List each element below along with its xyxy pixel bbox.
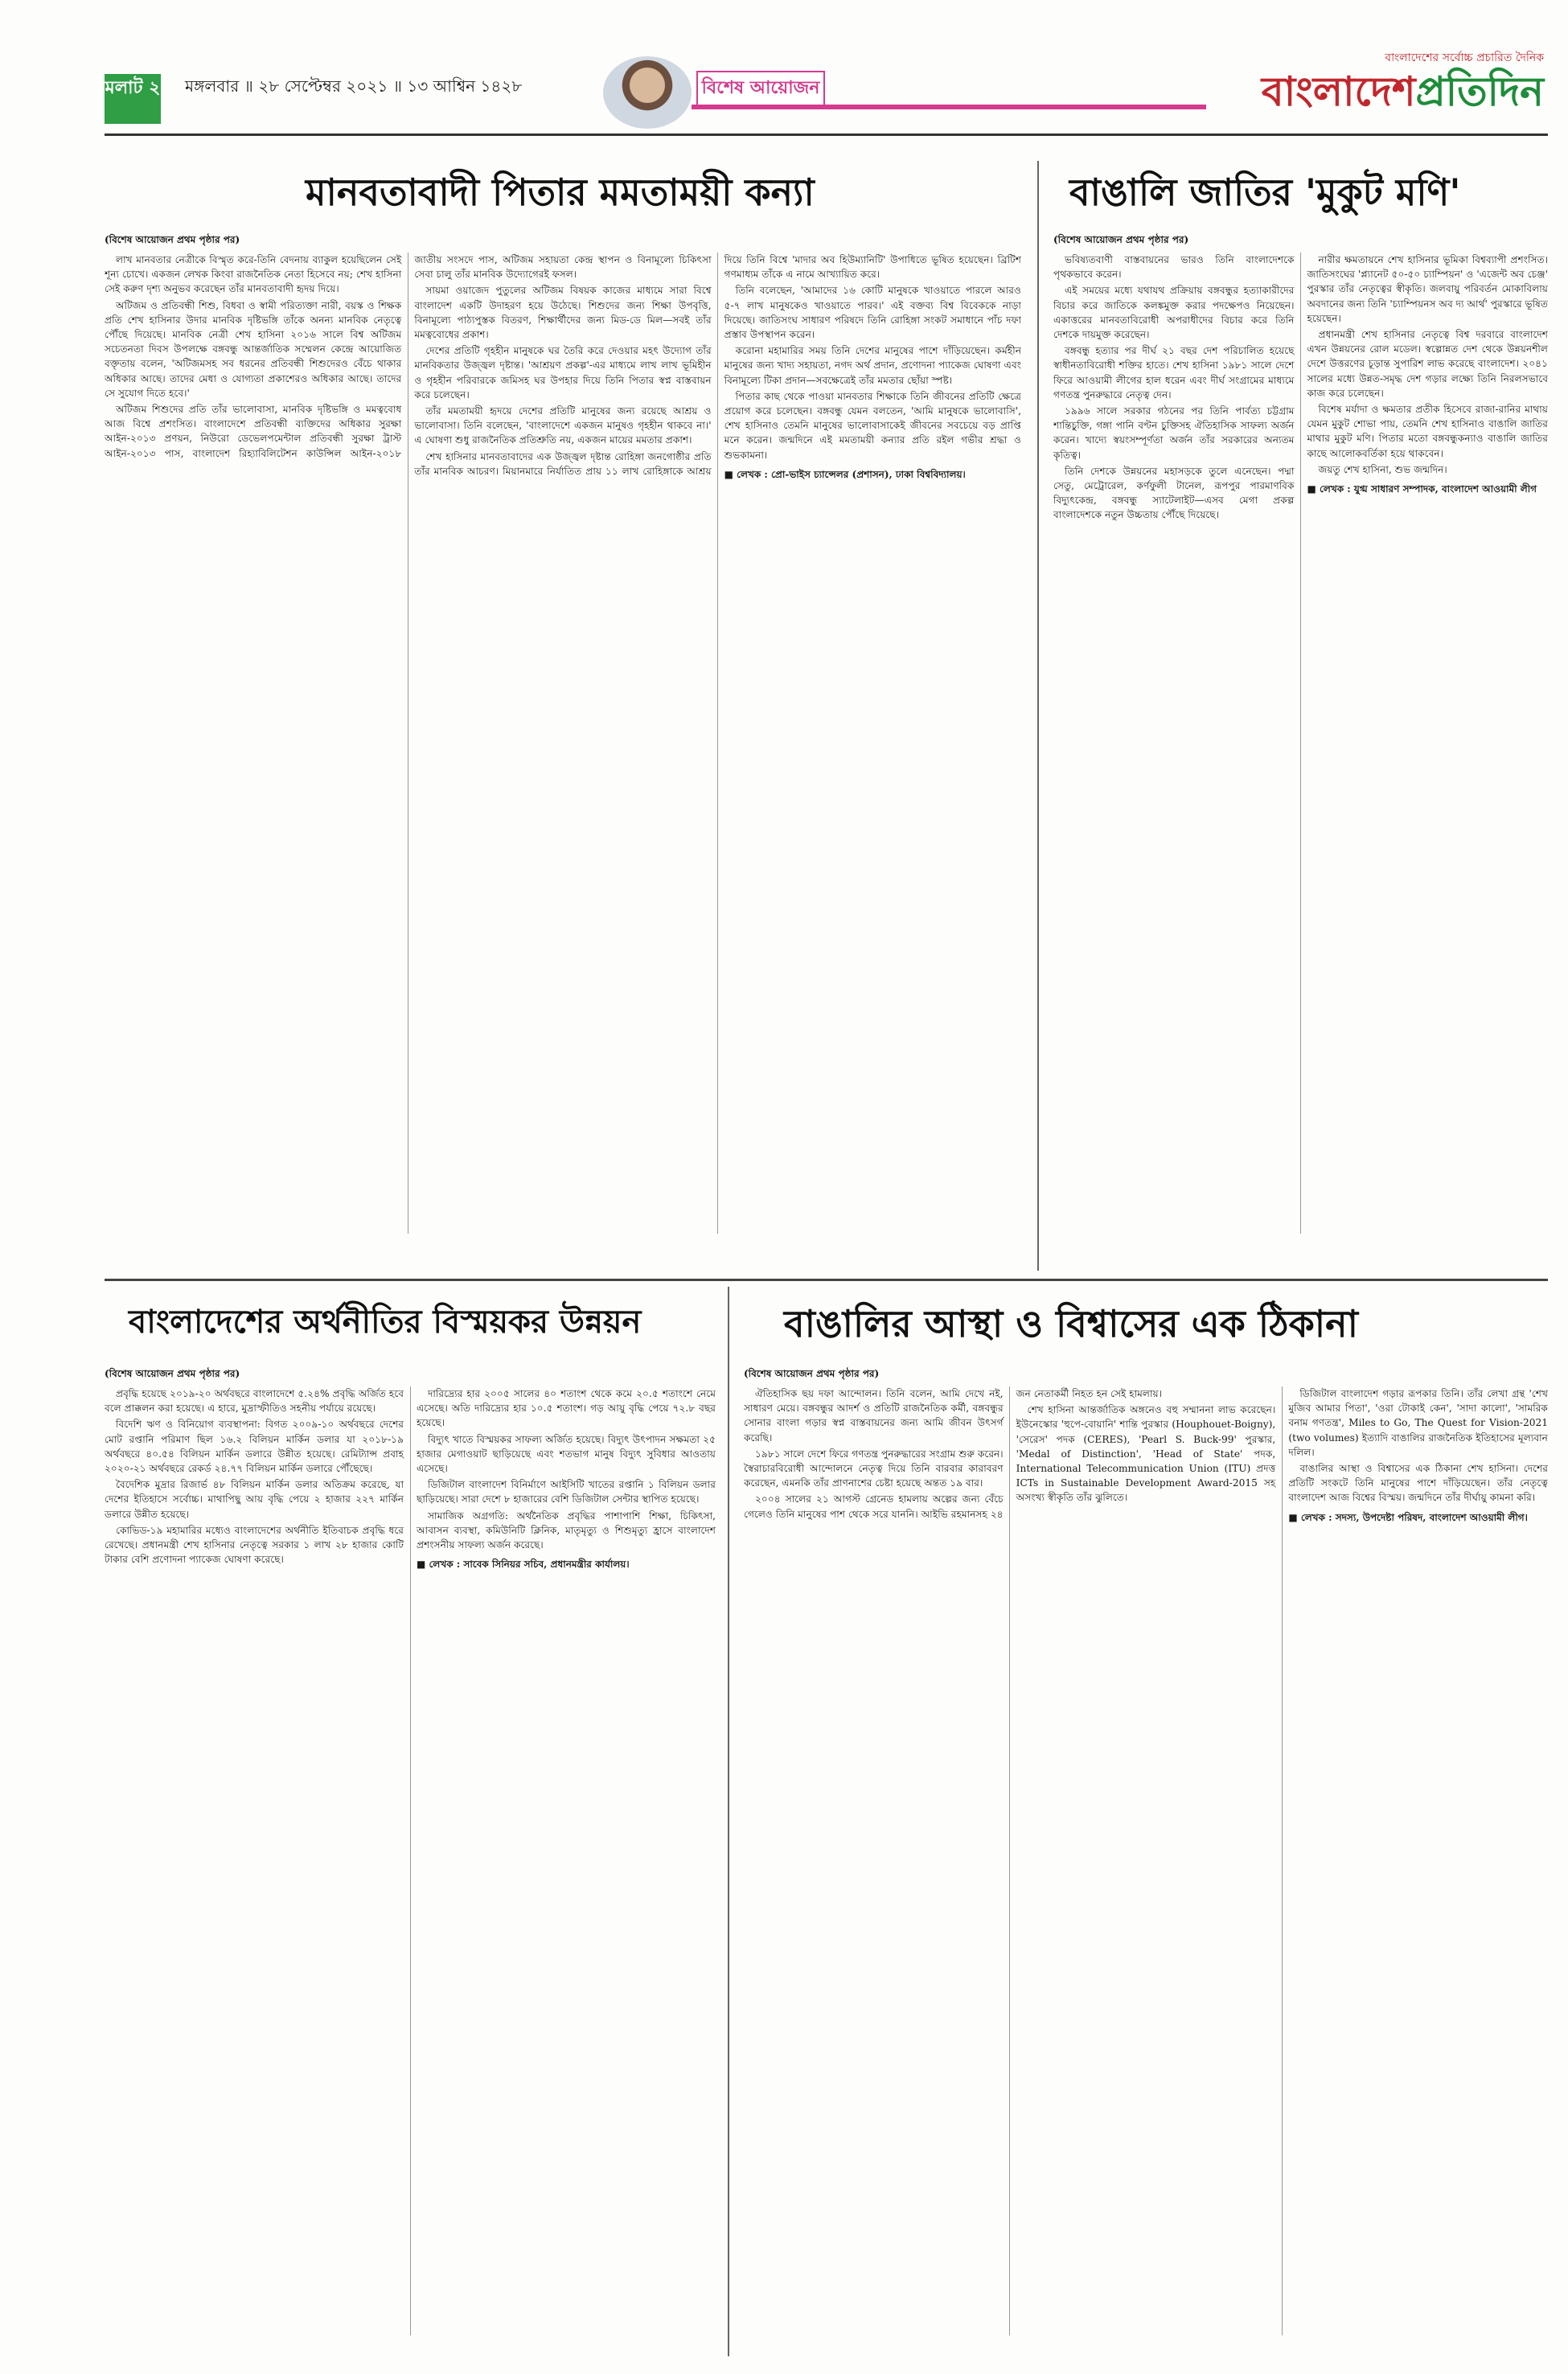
article-body xyxy=(105,233,1021,1255)
section-divider xyxy=(105,1279,1548,1281)
dateline: মঙ্গলবার ॥ ২৮ সেপ্টেম্বর ২০২১ ॥ ১৩ আশ্বিন ১৪২৮ xyxy=(185,76,523,96)
special-section-bar xyxy=(692,105,1206,109)
paragraph: ডিজিটাল বাংলাদেশ বিনির্মাণে আইসিটি খাতের রপ্তানি ১ বিলিয়ন ডলার ছাড়িয়েছে। সারা দেশে ৮ হাজারের বেশি ডিজিটাল সেন্টার স্থাপিত হয়েছে। xyxy=(417,1479,716,1505)
paragraph: করোনা মহামারির সময় তিনি দেশের মানুষের পাশে দাঁড়িয়েছেন। কর্মহীন মানুষের জন্য খাদ্য সহায়তা, নগদ অর্থ প্রদান, প্রণোদনা প্যাকেজ ঘোষণা এবং বিনামূল্যে টিকা প্রদান—সবক্ষেত্রেই তাঁর মমতার ছোঁয়া স্পষ্ট। xyxy=(724,345,1021,386)
paragraph: শেখ হাসিনা আন্তর্জাতিক অঙ্গনেও বহু সম্মাননা লাভ করেছেন। ইউনেস্কোর 'হুপে-বোয়ানি' শান্তি পুরস্কার (Houphouet-Boigny), 'সেরেস' পদক (CERES), 'Pearl S. Buck-99' পুরস্কার, 'Medal of Distinction', 'Head of State' পদক, International Telecommunication Union (ITU) প্রদত্ত ICTs in Sustainable Development Award-2015 সহ অসংখ্য স্বীকৃতি তাঁর ঝুলিতে। xyxy=(1016,1404,1276,1504)
paragraph: বঙ্গবন্ধু হত্যার পর দীর্ঘ ২১ বছর দেশ পরিচালিত হয়েছে স্বাধীনতাবিরোধী শক্তির হাতে। শেখ হাসিনা ১৯৮১ সালে দেশে ফিরে আওয়ামী লীগের হাল ধরেন এবং দীর্ঘ সংগ্রামের মাধ্যমে গণতন্ত্র পুনরুদ্ধারে নেতৃত্ব দেন। xyxy=(1053,345,1295,400)
article-byline: ■ লেখক : সদস্য, উপদেষ্টা পরিষদ, বাংলাদেশ আওয়ামী লীগ। xyxy=(1288,1511,1528,1523)
article-text xyxy=(744,1386,1548,2335)
column-divider xyxy=(1037,161,1039,1271)
paragraph: প্রবৃদ্ধি হয়েছে ২০১৯-২০ অর্থবছরে বাংলাদেশে ৫.২৪% প্রবৃদ্ধি অর্জিত হবে বলে প্রাক্কলন করা হয়েছে। এ হারে, মুদ্রাস্ফীতিও সহনীয় পর্যায়ে রয়েছে। xyxy=(105,1388,404,1415)
article-title: বাঙালি জাতির 'মুকুট মণি' xyxy=(1069,170,1461,214)
paragraph: সামাজিক অগ্রগতি: অর্থনৈতিক প্রবৃদ্ধির পাশাপাশি শিক্ষা, চিকিৎসা, আবাসন ব্যবস্থা, কমিউনিটি ক্লিনিক, মাতৃমৃত্যু ও শিশুমৃত্যু হ্রাসে বাংলাদেশ প্রশংসনীয় সাফল্য অর্জন করেছে। xyxy=(417,1509,716,1551)
paragraph: এই সময়ের মধ্যে যথাযথ প্রক্রিয়ায় বঙ্গবন্ধুর হত্যাকারীদের বিচার করে জাতিকে কলঙ্কমুক্ত করার পদক্ষেপও নিয়েছেন। একাত্তরের মানবতাবিরোধী অপরাধীদের বিচার করে তিনি দেশকে দায়মুক্ত করেছেন। xyxy=(1053,285,1295,341)
paragraph: অটিজম শিশুদের প্রতি তাঁর ভালোবাসা, মানবিক দৃষ্টিভঙ্গি ও মমত্ববোধ আজ বিশ্বে প্রশংসিত। বাংলাদেশে প্রতিবন্ধী ব্যক্তিদের অধিকার সুরক্ষা আইন-২০১৩ প্রণয়ন, নিউরো ডেভেলপমেন্টাল প্রতিবন্ধী সুরক্ষা ট্রাস্ট আইন-২০১৩ পাস, বাংলাদেশ রিহ্যাবিলিটেশন কাউন্সিল আইন-২০১৮ জাতীয় সংসদে পাস, অটিজম সহায়তা কেন্দ্র স্থাপন ও বিনামূল্যে চিকিৎসা সেবা চালু তাঁর মানবিক উদ্যোগেরই ফসল। xyxy=(105,254,712,459)
paragraph: ১৯৮১ সালে দেশে ফিরে গণতন্ত্র পুনরুদ্ধারের সংগ্রাম শুরু করেন। স্বৈরাচারবিরোধী আন্দোলনে নেতৃত্ব দিয়ে তিনি বারবার কারাবরণ করেছেন, এমনকি তাঁর প্রাণনাশের চেষ্টা হয়েছে অন্তত ১৯ বার। xyxy=(744,1448,1004,1489)
page-tag: মলাট ২ xyxy=(105,74,161,124)
header-rule xyxy=(105,133,1548,136)
paragraph: তিনি দেশকে উন্নয়নের মহাসড়কে তুলে এনেছেন। পদ্মা সেতু, মেট্রোরেল, কর্ণফুলী টানেল, রূপপুর পারমাণবিক বিদ্যুৎকেন্দ্র, বঙ্গবন্ধু স্যাটেলাইট—এসব মেগা প্রকল্প বাংলাদেশকে নতুন উচ্চতায় পৌঁছে দিয়েছে। xyxy=(1053,465,1295,521)
brand-tagline: বাংলাদেশের সর্বোচ্চ প্রচারিত দৈনিক xyxy=(1385,51,1544,64)
paragraph: শেখ হাসিনার মানবতাবাদের এক উজ্জ্বল দৃষ্টান্ত রোহিঙ্গা জনগোষ্ঠীর প্রতি তাঁর মানবিক আচরণ। মিয়ানমারে নির্যাতিত প্রায় ১১ লাখ রোহিঙ্গাকে আশ্রয় দিয়ে তিনি বিশ্বে 'মাদার অব হিউম্যানিটি' উপাধিতে ভূষিত হয়েছেন। ব্রিটিশ গণমাধ্যম তাঁকে এ নামে আখ্যায়িত করে। xyxy=(414,254,1021,477)
article-body xyxy=(105,1367,716,2348)
paragraph: ২০০৪ সালের ২১ আগস্ট গ্রেনেড হামলায় অল্পের জন্য বেঁচে গেলেও তিনি মানুষের পাশ থেকে সরে যাননি। আইভি রহমানসহ ২৪ জন নেতাকর্মী নিহত হন সেই হামলায়। xyxy=(744,1388,1163,1520)
paragraph: পিতার কাছ থেকে পাওয়া মানবতার শিক্ষাকে তিনি জীবনের প্রতিটি ক্ষেত্রে প্রয়োগ করে চলেছেন। বঙ্গবন্ধু যেমন বলতেন, 'আমি মানুষকে ভালোবাসি', শেখ হাসিনাও তেমনি মানুষের ভালোবাসাকেই জীবনের সবচেয়ে বড় প্রাপ্তি মনে করেন। জন্মদিনে এই মমতাময়ী কন্যার প্রতি রইল গভীর শ্রদ্ধা ও শুভকামনা। xyxy=(724,390,1021,461)
article-body xyxy=(1053,233,1548,1255)
paragraph: অটিজম ও প্রতিবন্ধী শিশু, বিধবা ও স্বামী পরিত্যক্তা নারী, বয়স্ক ও শিক্ষক প্রতি শেখ হাসিনার উদার মানবিক দৃষ্টিভঙ্গি তাঁকে অনন্য মানবিক নেতৃত্বে পৌঁছে দিয়েছে। মানবিক নেত্রী শেখ হাসিনা ২০১৬ সালে বিশ্ব অটিজম সচেতনতা দিবস উপলক্ষে বঙ্গবন্ধু আন্তর্জাতিক সম্মেলন কেন্দ্রে আয়োজিত বক্তৃতায় বলেন, 'অটিজমসহ সব ধরনের প্রতিবন্ধী শিশুদেরও বেঁচে থাকার অধিকার আছে। তাদের মেধা ও যোগ্যতা প্রকাশেরও অধিকার আছে। তাদের সে সুযোগ দিতে হবে।' xyxy=(105,299,402,399)
article-text xyxy=(1053,253,1548,1234)
article-text xyxy=(105,253,1021,1234)
paragraph: ডিজিটাল বাংলাদেশ গড়ার রূপকার তিনি। তাঁর লেখা গ্রন্থ 'শেখ মুজিব আমার পিতা', 'ওরা টোকাই কেন', 'সাদা কালো', 'সামরিক বনাম গণতন্ত্র', Miles to Go, The Quest for Vision-2021 (two volumes) ইত্যাদি বাঙালির রাজনৈতিক ইতিহাসের মূল্যবান দলিল। xyxy=(1288,1388,1548,1458)
paragraph: তিনি বলেছেন, 'আমাদের ১৬ কোটি মানুষকে খাওয়াতে পারলে আরও ৫-৭ লাখ মানুষকেও খাওয়াতে পারব।' এই বক্তব্য বিশ্ব বিবেককে নাড়া দিয়েছে। জাতিসংঘ সাধারণ পরিষদে তিনি রোহিঙ্গা সংকট সমাধানে পাঁচ দফা প্রস্তাব উপস্থাপন করেন। xyxy=(724,285,1021,341)
article-title: বাঙালির আস্থা ও বিশ্বাসের এক ঠিকানা xyxy=(784,1302,1358,1345)
article-body xyxy=(744,1367,1548,2348)
article-text xyxy=(105,1386,716,2335)
paragraph: বাঙালির আস্থা ও বিশ্বাসের এক ঠিকানা শেখ হাসিনা। দেশের প্রতিটি সংকটে তিনি মানুষের পাশে দাঁড়িয়েছেন। তাঁর নেতৃত্বে বাংলাদেশ আজ বিশ্বের বিস্ময়। জন্মদিনে তাঁর দীর্ঘায়ু কামনা করি। xyxy=(1288,1463,1548,1504)
paragraph: কোভিড-১৯ মহামারির মধ্যেও বাংলাদেশের অর্থনীতি ইতিবাচক প্রবৃদ্ধি ধরে রেখেছে। প্রধানমন্ত্রী শেখ হাসিনার নেতৃত্বে সরকার ১ লাখ ২৮ হাজার কোটি টাকার বেশি প্রণোদনা প্যাকেজ ঘোষণা করেছে। xyxy=(105,1524,404,1566)
brand-name-part2: প্রতিদিন xyxy=(1415,68,1544,115)
article-lead: (বিশেষ আয়োজন প্রথম পৃষ্ঠার পর) xyxy=(744,1368,880,1379)
paragraph: দেশের প্রতিটি গৃহহীন মানুষকে ঘর তৈরি করে দেওয়ার মহৎ উদ্যোগ তাঁর মানবিকতার উজ্জ্বল দৃষ্টান্ত। 'আশ্রয়ণ প্রকল্প'-এর মাধ্যমে লাখ লাখ ভূমিহীন ও গৃহহীন পরিবারকে জমিসহ ঘর উপহার দিয়ে তিনি পিতার স্বপ্ন বাস্তবায়ন করে চলেছেন। xyxy=(414,345,712,400)
paragraph: দারিদ্র্যের হার ২০০৫ সালের ৪০ শতাংশ থেকে কমে ২০.৫ শতাংশে নেমে এসেছে। অতি দারিদ্র্যের হার ১০.৫ শতাংশ। গড় আয়ু বৃদ্ধি পেয়ে ৭২.৮ বছর হয়েছে। xyxy=(417,1388,716,1429)
paragraph: তাঁর মমতাময়ী হৃদয়ে দেশের প্রতিটি মানুষের জন্য রয়েছে আশ্রয় ও ভালোবাসা। তিনি বলেছেন, 'বাংলাদেশে একজন মানুষও গৃহহীন থাকবে না।' এ ঘোষণা শুধু রাজনৈতিক প্রতিশ্রুতি নয়, একজন মায়ের মমতার প্রকাশ। xyxy=(414,405,712,446)
article-byline: ■ লেখক : সাবেক সিনিয়র সচিব, প্রধানমন্ত্রীর কার্যালয়। xyxy=(417,1559,630,1571)
article-lead: (বিশেষ আয়োজন প্রথম পৃষ্ঠার পর) xyxy=(105,1368,240,1379)
paragraph: সায়মা ওয়াজেদ পুতুলের অটিজম বিষয়ক কাজের মাধ্যমে সারা বিশ্বে বাংলাদেশ একটি উদাহরণ হয়ে উঠেছে। শিশুদের জন্য শিক্ষা উপবৃত্তি, বিনামূল্যে পাঠ্যপুস্তক বিতরণ, শিক্ষার্থীদের জন্য মিড-ডে মিল—সবই তাঁর মমত্ববোধের প্রকাশ। xyxy=(414,285,712,341)
article-byline: ■ লেখক : প্রো-ভাইস চ্যান্সেলর (প্রশাসন), ঢাকা বিশ্ববিদ্যালয়। xyxy=(724,468,966,480)
paragraph: প্রধানমন্ত্রী শেখ হাসিনার নেতৃত্বে বিশ্ব দরবারে বাংলাদেশ এখন উন্নয়নের রোল মডেল। স্বল্পোন্নত দেশ থেকে উন্নয়নশীল দেশে উত্তরণের চূড়ান্ত সুপারিশ লাভ করেছে বাংলাদেশ। ২০৪১ সালের মধ্যে উন্নত-সমৃদ্ধ দেশ গড়ার লক্ষ্যে তিনি নিরলসভাবে কাজ করে চলেছেন। xyxy=(1307,329,1548,399)
paragraph: ভবিষ্যতবাণী বাস্তবায়নের ভারও তিনি বাংলাদেশকে পৃথকভাবে করেন। xyxy=(1053,254,1295,281)
paragraph: লাখ মানবতার নেত্রীকে বিস্মৃত করে-তিনি বেদনায় ব্যাকুল হয়েছিলেন সেই শূন্য চোখে। একজন লেখক কিংবা রাজনৈতিক নেতা হিসেবে নয়; শেখ হাসিনা সেই করুণ দৃশ্য অনুভব করেছেন তাঁর মানবতাবাদী হৃদয় দিয়ে। xyxy=(105,254,402,295)
brand-name-part1: বাংলাদেশ xyxy=(1261,68,1416,115)
article-lead: (বিশেষ আয়োজন প্রথম পৃষ্ঠার পর) xyxy=(1053,234,1189,245)
article-title: মানবতাবাদী পিতার মমতাময়ী কন্যা xyxy=(306,170,815,214)
paragraph: বৈদেশিক মুদ্রার রিজার্ভ ৪৮ বিলিয়ন মার্কিন ডলার অতিক্রম করেছে, যা দেশের ইতিহাসে সর্বোচ্চ। মাথাপিছু আয় বৃদ্ধি পেয়ে ২ হাজার ২২৭ মার্কিন ডলারে উন্নীত হয়েছে। xyxy=(105,1479,404,1520)
article-title: বাংলাদেশের অর্থনীতির বিস্ময়কর উন্নয়ন xyxy=(129,1303,642,1341)
special-section-label: বিশেষ আয়োজন xyxy=(696,71,825,106)
paragraph: বিদ্যুৎ খাতে বিস্ময়কর সাফল্য অর্জিত হয়েছে। বিদ্যুৎ উৎপাদন সক্ষমতা ২৫ হাজার মেগাওয়াট ছাড়িয়েছে এবং শতভাগ মানুষ বিদ্যুৎ সুবিধার আওতায় এসেছে। xyxy=(417,1433,716,1475)
paragraph: বিদেশি ঋণ ও বিনিয়োগ ব্যবস্থাপনা: বিগত ২০০৯-১০ অর্থবছরে দেশের মোট রপ্তানি পরিমাণ ছিল ১৬.২ বিলিয়ন মার্কিন ডলার যা ২০১৮-১৯ অর্থবছরে ৪০.৫৪ বিলিয়ন মার্কিন ডলারে উন্নীত হয়েছে। রেমিট্যান্স প্রবাহ ২০২০-২১ অর্থবছরে রেকর্ড ২৪.৭৭ বিলিয়ন মার্কিন ডলারে পৌঁছেছে। xyxy=(105,1419,404,1475)
paragraph: ১৯৯৬ সালে সরকার গঠনের পর তিনি পার্বত্য চট্টগ্রাম শান্তিচুক্তি, গঙ্গা পানি বণ্টন চুক্তিসহ ঐতিহাসিক সাফল্য অর্জন করেন। খাদ্যে স্বয়ংসম্পূর্ণতা অর্জন তাঁর সরকারের অন্যতম কৃতিত্ব। xyxy=(1053,405,1295,461)
paragraph: বিশেষ মর্যাদা ও ক্ষমতার প্রতীক হিসেবে রাজা-রানির মাথায় যেমন মুকুট শোভা পায়, তেমনি শেখ হাসিনাও বাঙালি জাতির মাথার মুকুট মণি। পিতার মতো বঙ্গবন্ধুকন্যাও বাঙালি জাতির কাছে আলোকবর্তিকা হয়ে থাকবেন। xyxy=(1307,404,1548,459)
paragraph: ঐতিহাসিক ছয় দফা আন্দোলন। তিনি বলেন, আমি দেখে নই, সাধারণ মেয়ে। বঙ্গবন্ধুর আদর্শ ও প্রতিটি রাজনৈতিক কর্মী, বঙ্গবন্ধুর সোনার বাংলা গড়ার স্বপ্ন বাস্তবায়নের জন্য আমি জীবন উৎসর্গ করেছি। xyxy=(744,1388,1004,1444)
article-lead: (বিশেষ আয়োজন প্রথম পৃষ্ঠার পর) xyxy=(105,234,240,245)
column-divider xyxy=(728,1287,729,2356)
paragraph: নারীর ক্ষমতায়নে শেখ হাসিনার ভূমিকা বিশ্বব্যাপী প্রশংসিত। জাতিসংঘের 'প্ল্যানেট ৫০-৫০ চ্যাম্পিয়ন' ও 'এজেন্ট অব চেঞ্জ' পুরস্কার তাঁর নেতৃত্বের স্বীকৃতি। জলবায়ু পরিবর্তন মোকাবিলায় অবদানের জন্য তিনি 'চ্যাম্পিয়নস অব দ্য আর্থ' পুরস্কারে ভূষিত হয়েছেন। xyxy=(1307,254,1548,324)
paragraph: জয়তু শেখ হাসিনা, শুভ জন্মদিন। xyxy=(1318,463,1447,475)
article-byline: ■ লেখক : যুগ্ম সাধারণ সম্পাদক, বাংলাদেশ আওয়ামী লীগ xyxy=(1307,483,1537,495)
masthead-logo xyxy=(1254,48,1544,129)
portrait-photo xyxy=(603,56,692,129)
